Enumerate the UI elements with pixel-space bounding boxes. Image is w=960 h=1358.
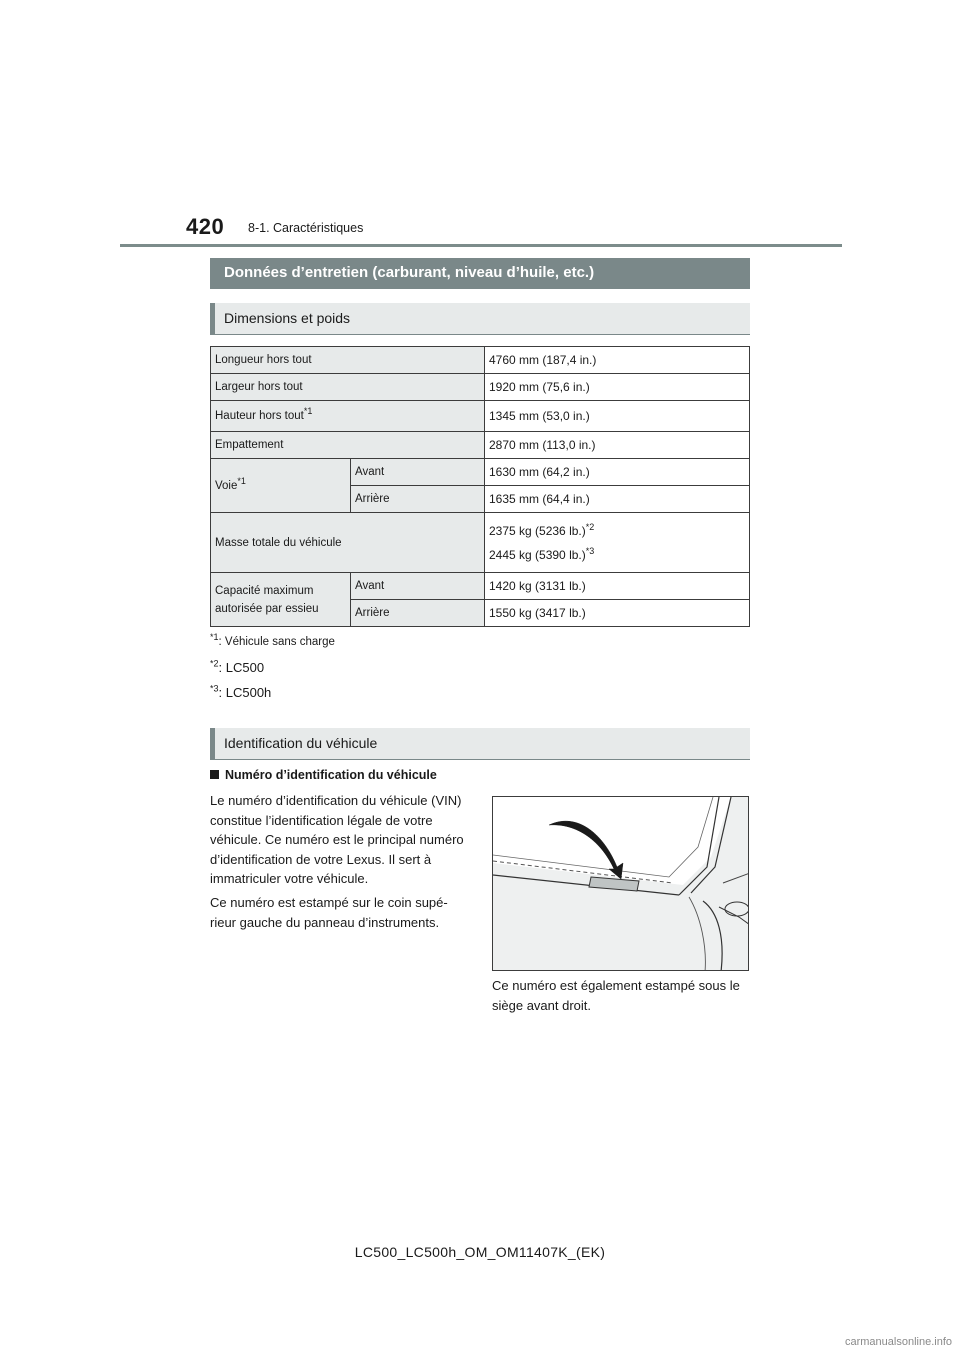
- footnote-text: : LC500: [218, 660, 265, 675]
- mass-label: Masse totale du véhicule: [211, 513, 485, 573]
- table-row: [211, 374, 750, 401]
- vin-paragraph-1: Le numéro d’identification du véhicule (VIN) constitue l’identification légale de votre véhicule. Ce numéro est le principal numéro d’identification de votre Lexus. Il sert à immatriculer votre véhicule.: [210, 793, 464, 886]
- height-label-cell: [211, 401, 485, 432]
- height-value: 1345 mm (53,0 in.): [485, 401, 750, 432]
- axle-label-cell: [211, 573, 351, 627]
- vin-location-illustration: [492, 796, 749, 971]
- dashboard-vin-drawing: [493, 797, 749, 971]
- wheelbase-value: 2870 mm (113,0 in.): [485, 432, 750, 459]
- bullet-square-icon: [210, 770, 219, 779]
- footnote-3: [210, 685, 271, 700]
- track-front-value: 1630 mm (64,2 in.): [485, 459, 750, 486]
- vin-paragraph-2: Ce numéro est estampé sur le coin supé-rieur gauche du panneau d’instruments.: [210, 895, 448, 930]
- width-label: Largeur hors tout: [211, 374, 485, 401]
- dimensions-table: [210, 346, 750, 627]
- table-row: [211, 432, 750, 459]
- watermark: carmanualsonline.info: [844, 1336, 952, 1348]
- wheelbase-label: Empattement: [211, 432, 485, 459]
- footnote-2: [210, 660, 264, 675]
- track-label: Voie: [215, 479, 238, 492]
- track-front-label: Avant: [351, 459, 485, 486]
- mass-value-cell: [485, 513, 750, 573]
- footnote-1: [210, 632, 335, 648]
- axle-rear-label: Arrière: [351, 600, 485, 627]
- track-label-cell: [211, 459, 351, 513]
- length-value: 4760 mm (187,4 in.): [485, 347, 750, 374]
- footnote-ref: *2: [585, 521, 595, 532]
- main-heading: Données d’entretien (carburant, niveau d’huile, etc.): [210, 258, 750, 289]
- header-rule: [120, 244, 842, 247]
- axle-label-line: autorisée par essieu: [215, 602, 319, 615]
- axle-front-value: 1420 kg (3131 lb.): [485, 573, 750, 600]
- footnote-mark: *3: [210, 683, 219, 694]
- table-row: [211, 459, 750, 486]
- height-label: Hauteur hors tout: [215, 410, 304, 422]
- illustration-caption: Ce numéro est également estampé sous le siège avant droit.: [492, 978, 740, 1013]
- footnote-text: : Véhicule sans charge: [218, 636, 335, 648]
- footnote-text: : LC500h: [218, 685, 272, 700]
- table-row: [211, 513, 750, 573]
- mass-value-lc500h: 2445 kg (5390 lb.): [489, 547, 586, 562]
- footnote-mark: *2: [210, 658, 219, 669]
- length-label: Longueur hors tout: [211, 347, 485, 374]
- track-rear-label: Arrière: [351, 486, 485, 513]
- section-reference: 8-1. Caractéristiques: [248, 221, 364, 235]
- document-code: LC500_LC500h_OM_OM11407K_(EK): [354, 1244, 606, 1260]
- footnote-ref: *1: [237, 475, 246, 486]
- vin-bullet-text: Numéro d’identification du véhicule: [225, 768, 437, 782]
- footnote-ref: *3: [585, 545, 595, 556]
- footnote-mark: *1: [210, 632, 219, 643]
- page-number: 420: [186, 214, 225, 239]
- footnote-ref: *1: [303, 406, 313, 417]
- width-value: 1920 mm (75,6 in.): [485, 374, 750, 401]
- table-row: [211, 401, 750, 432]
- axle-rear-value: 1550 kg (3417 lb.): [485, 600, 750, 627]
- track-rear-value: 1635 mm (64,4 in.): [485, 486, 750, 513]
- mass-value-line: [489, 519, 745, 543]
- table-row: [211, 347, 750, 374]
- identification-heading: Identification du véhicule: [210, 728, 750, 760]
- mass-value-line: [489, 543, 745, 567]
- axle-label-line: Capacité maximum: [215, 584, 314, 597]
- table-row: [211, 573, 750, 600]
- dimensions-heading: Dimensions et poids: [210, 303, 750, 335]
- vin-bullet-heading: [210, 768, 437, 782]
- mass-value-lc500: 2375 kg (5236 lb.): [489, 523, 586, 538]
- axle-front-label: Avant: [351, 573, 485, 600]
